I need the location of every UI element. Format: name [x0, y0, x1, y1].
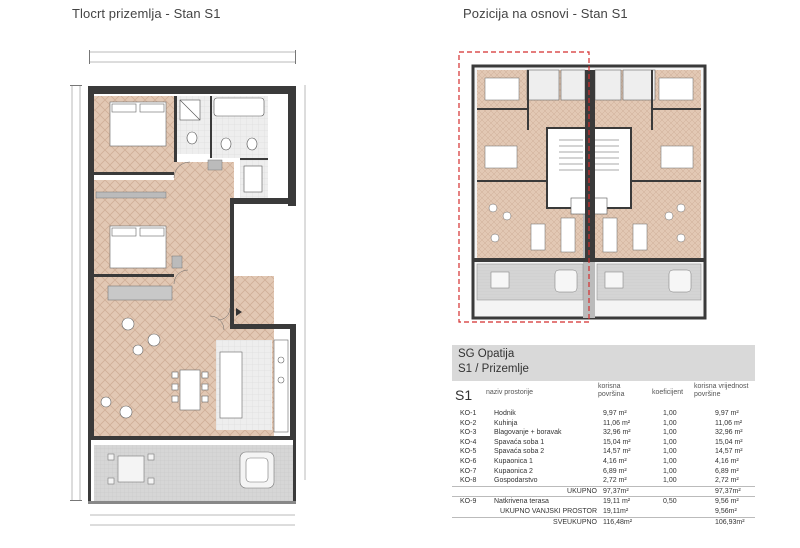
table-row: KO-7 Kupaonica 2 6,89 m² 1,00 6,89 m² [460, 467, 739, 475]
table-row: KO-8 Gospodarstvo 2,72 m² 1,00 2,72 m² [460, 477, 739, 485]
site-position-plan [455, 48, 725, 330]
floor-plan-s1 [60, 40, 310, 540]
col-coef: koeficijent [652, 389, 684, 396]
table-row: KO-6 Kupaonica 1 4,16 m² 1,00 4,16 m² [460, 457, 739, 465]
area-table [452, 345, 755, 527]
table-row: KO-2 Kuhinja 11,06 m² 1,00 11,06 m² [460, 419, 743, 427]
table-row: KO-5 Spavaća soba 2 14,57 m² 1,00 14,57 m² [460, 448, 743, 456]
left-plan-title: Tlocrt prizemlja - Stan S1 [72, 6, 221, 21]
grand-total-row: SVEUKUPNO 116,48m² 106,93m² [452, 517, 755, 527]
info-header [452, 345, 755, 381]
bed-2 [110, 226, 166, 268]
terrace-row: KO-9 Natkrivena terasa 19,11 m² 0,50 9,56 m² [452, 497, 755, 507]
unit-floor: S1 / Prizemlje [458, 363, 529, 375]
unit-label: S1 [455, 387, 473, 403]
col-area: korisna površina [598, 383, 625, 398]
outdoor-total-row: UKUPNO VANJSKI PROSTOR 19,11m² 9,56m² [500, 507, 737, 515]
bed-1 [110, 102, 166, 146]
right-plan-title: Pozicija na osnovi - Stan S1 [463, 6, 628, 21]
terrace-edge [88, 501, 296, 504]
total-row: UKUPNO 97,37m² 97,37m² [452, 486, 755, 497]
sofa [108, 286, 172, 300]
table-row: KO-1 Hodnik 9,97 m² 1,00 9,97 m² [460, 410, 739, 417]
col-name: naziv prostorije [486, 389, 534, 396]
table-row: KO-3 Blagovanje + boravak 32,96 m² 1,00 32,96 m² [460, 429, 743, 437]
rooms-table [452, 409, 755, 527]
table-row: KO-4 Spavaća soba 1 15,04 m² 1,00 15,04 m² [460, 438, 743, 446]
table-column-headers [452, 385, 755, 407]
col-value: korisna vrijednost površine [694, 383, 749, 398]
project-name: SG Opatija [458, 348, 515, 360]
